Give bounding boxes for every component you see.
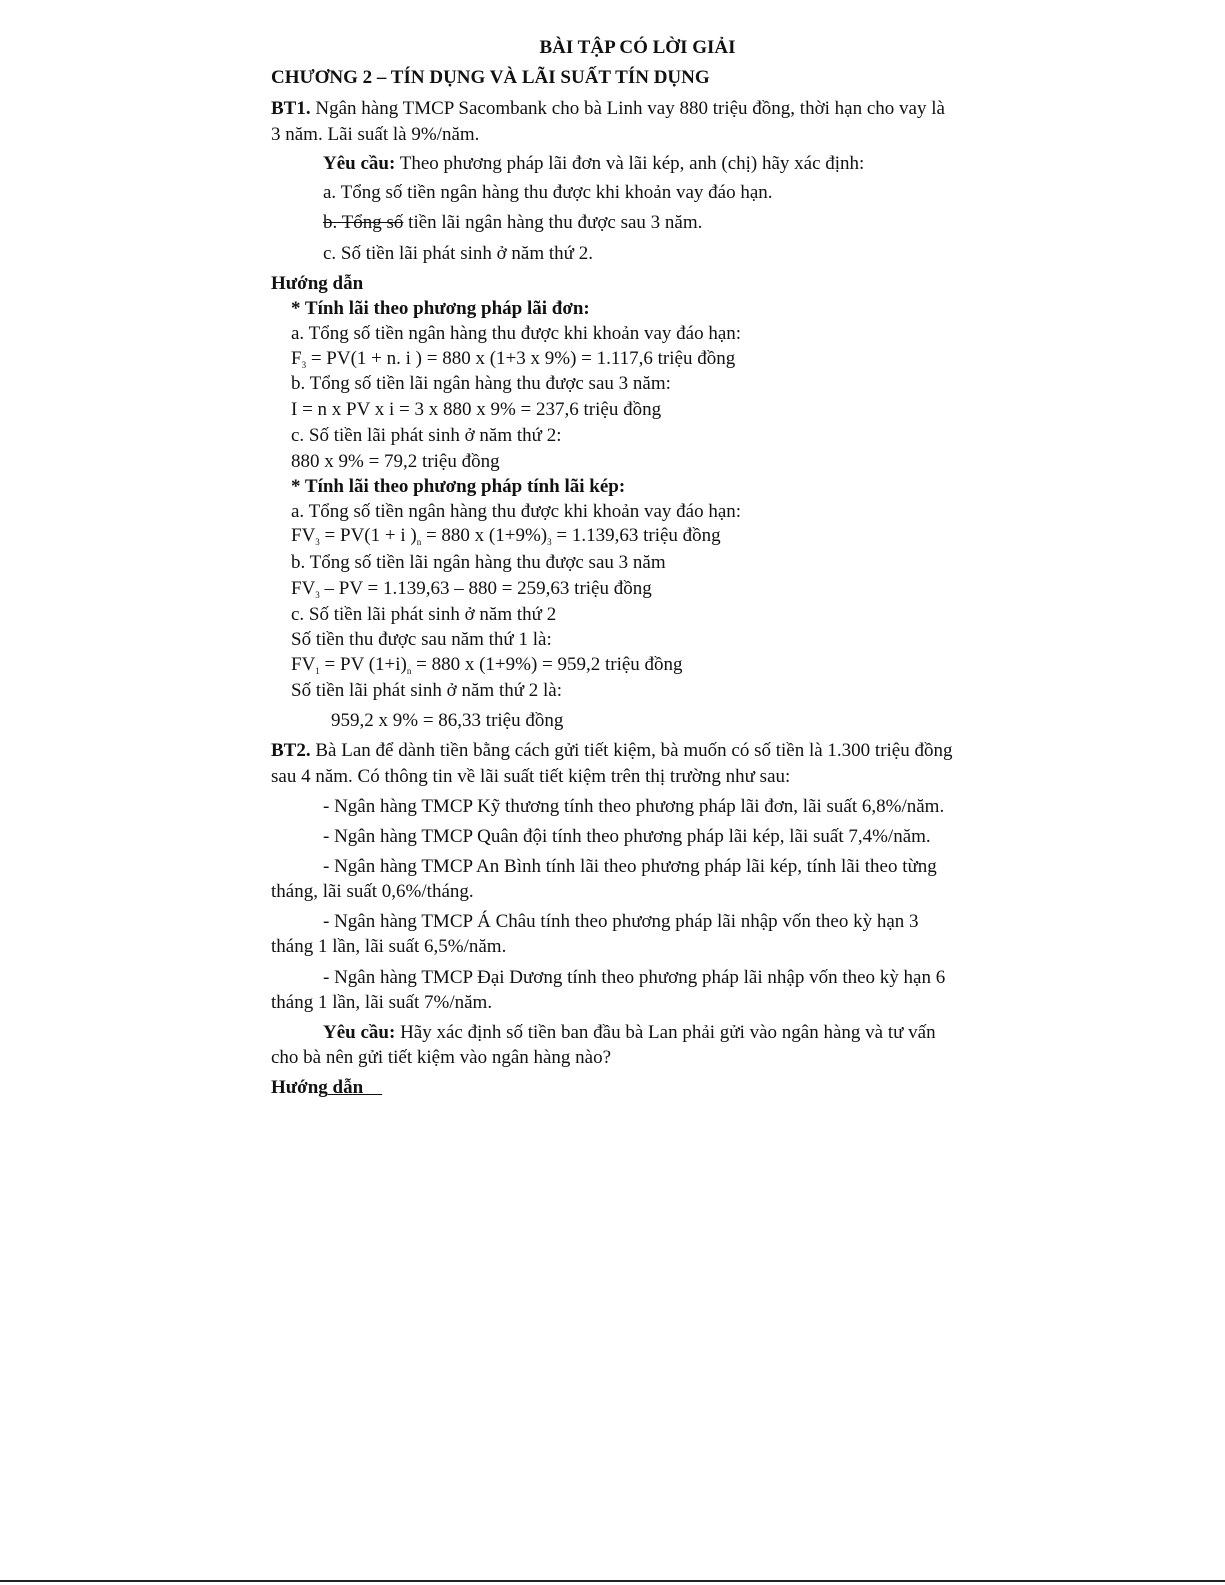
compound-a-sub-3: 3 (547, 537, 552, 547)
simple-a-formula-text: = PV(1 + n. i ) = 880 x (1+3 x 9%) = 1.117,6 triệu đồng (306, 348, 736, 369)
bt2-item-2: - Ngân hàng TMCP Quân đội tính theo phương pháp lãi kép, lãi suất 7,4%/năm. (323, 826, 931, 847)
guide2-heading-a: Hướng (271, 1077, 328, 1098)
compound-interest-heading: * Tính lãi theo phương pháp tính lãi kép: (291, 476, 626, 497)
bt2-item-3b: tháng, lãi suất 0,6%/tháng. (271, 881, 474, 902)
bt2-requirement-line-2: cho bà nên gửi tiết kiệm vào ngân hàng nào? (271, 1047, 612, 1068)
guide1-heading: Hướng dẫn (271, 273, 364, 294)
compound-c-fv: FV (291, 654, 316, 675)
compound-a-part-3: = 880 x (1+9%) (421, 525, 548, 546)
compound-a: a. Tổng số tiền ngân hàng thu được khi khoản vay đáo hạn: (291, 501, 742, 522)
compound-a-fv: FV (291, 525, 316, 546)
bt2-item-5b: tháng 1 lần, lãi suất 7%/năm. (271, 992, 493, 1013)
compound-a-sub-1: 3 (315, 537, 320, 547)
compound-c-sub-2: n (406, 666, 412, 676)
compound-a-sub-2: n (416, 537, 422, 547)
compound-c: c. Số tiền lãi phát sinh ở năm thứ 2 (291, 604, 557, 625)
compound-b-fv: FV (291, 578, 316, 599)
bt2-label: BT2. (271, 740, 311, 761)
compound-b: b. Tổng số tiền lãi ngân hàng thu được sau 3 năm (291, 552, 666, 573)
bt1-requirement-label: Yêu cầu: (323, 153, 396, 174)
simple-a-sub: 3 (301, 360, 307, 370)
bt1-text-1: Ngân hàng TMCP Sacombank cho bà Linh vay 880 triệu đồng, thời hạn cho vay là (310, 98, 945, 119)
bt2-item-4b: tháng 1 lần, lãi suất 6,5%/năm. (271, 936, 507, 957)
bt1-question-c: c. Số tiền lãi phát sinh ở năm thứ 2. (323, 243, 593, 264)
bt1-line-1 (271, 98, 945, 120)
simple-a-formula (291, 348, 735, 376)
bt1-question-b-struck: b. Tổng số (323, 212, 404, 233)
page-bottom-rule (0, 1580, 1225, 1582)
bt2-text-1: Bà Lan để dành tiền bằng cách gửi tiết kiệm, bà muốn có số tiền là 1.300 triệu đồng (310, 740, 953, 761)
bt2-line-1 (271, 740, 953, 762)
compound-c-sub-1: 1 (315, 666, 320, 676)
bt1-requirement-text: Theo phương pháp lãi đơn và lãi kép, anh (chị) hãy xác định: (395, 153, 865, 174)
chapter-heading: CHƯƠNG 2 – TÍN DỤNG VÀ LÃI SUẤT TÍN DỤNG (271, 67, 710, 88)
bt1-question-b-rest: tiền lãi ngân hàng thu được sau 3 năm. (403, 212, 703, 233)
bt1-requirement (323, 153, 864, 175)
compound-a-formula (291, 525, 721, 553)
bt2-item-3a: - Ngân hàng TMCP An Bình tính lãi theo phương pháp lãi kép, tính lãi theo từng (323, 856, 937, 877)
compound-b-sub: 3 (315, 590, 320, 600)
compound-a-part-2: = PV(1 + i ) (319, 525, 417, 546)
bt1-line-2: 3 năm. Lãi suất là 9%/năm. (271, 124, 480, 145)
simple-b-formula: I = n x PV x i = 3 x 880 x 9% = 237,6 triệu đồng (291, 399, 662, 420)
simple-c-formula: 880 x 9% = 79,2 triệu đồng (291, 451, 500, 472)
compound-c-part-2: = PV (1+i) (319, 654, 407, 675)
compound-b-formula-text: – PV = 1.139,63 – 880 = 259,63 triệu đồng (319, 578, 652, 599)
bt2-line-2: sau 4 năm. Có thông tin về lãi suất tiết kiệm trên thị trường như sau: (271, 766, 791, 787)
simple-a: a. Tổng số tiền ngân hàng thu được khi khoản vay đáo hạn: (291, 323, 742, 344)
simple-interest-heading: * Tính lãi theo phương pháp lãi đơn: (291, 298, 590, 319)
bt1-question-a: a. Tổng số tiền ngân hàng thu được khi khoản vay đáo hạn. (323, 182, 773, 203)
compound-b-formula (291, 578, 652, 606)
bt2-requirement-label: Yêu cầu: (323, 1022, 396, 1043)
bt2-item-1: - Ngân hàng TMCP Kỹ thương tính theo phương pháp lãi đơn, lãi suất 6,8%/năm. (323, 796, 945, 817)
bt2-item-4a: - Ngân hàng TMCP Á Châu tính theo phương pháp lãi nhập vốn theo kỳ hạn 3 (323, 911, 919, 932)
compound-a-part-4: = 1.139,63 triệu đồng (551, 525, 721, 546)
compound-c-part-3: = 880 x (1+9%) = 959,2 triệu đồng (411, 654, 683, 675)
compound-c-line-1: Số tiền thu được sau năm thứ 1 là: (291, 629, 552, 650)
compound-c-line-4: 959,2 x 9% = 86,33 triệu đồng (331, 710, 564, 731)
document-title: BÀI TẬP CÓ LỜI GIẢI (539, 37, 736, 58)
simple-c: c. Số tiền lãi phát sinh ở năm thứ 2: (291, 425, 562, 446)
simple-a-f: F (291, 348, 302, 369)
bt2-requirement-text-1: Hãy xác định số tiền ban đầu bà Lan phải gửi vào ngân hàng và tư vấn (395, 1022, 936, 1043)
guide2-heading (271, 1077, 382, 1099)
bt1-question-b (323, 212, 702, 234)
compound-c-line-3: Số tiền lãi phát sinh ở năm thứ 2 là: (291, 680, 563, 701)
guide2-heading-b: dẫn (327, 1077, 383, 1098)
compound-c-formula (291, 654, 683, 682)
bt2-requirement (323, 1022, 936, 1044)
bt1-label: BT1. (271, 98, 311, 119)
bt2-item-5a: - Ngân hàng TMCP Đại Dương tính theo phương pháp lãi nhập vốn theo kỳ hạn 6 (323, 967, 946, 988)
simple-b: b. Tổng số tiền lãi ngân hàng thu được sau 3 năm: (291, 373, 671, 394)
